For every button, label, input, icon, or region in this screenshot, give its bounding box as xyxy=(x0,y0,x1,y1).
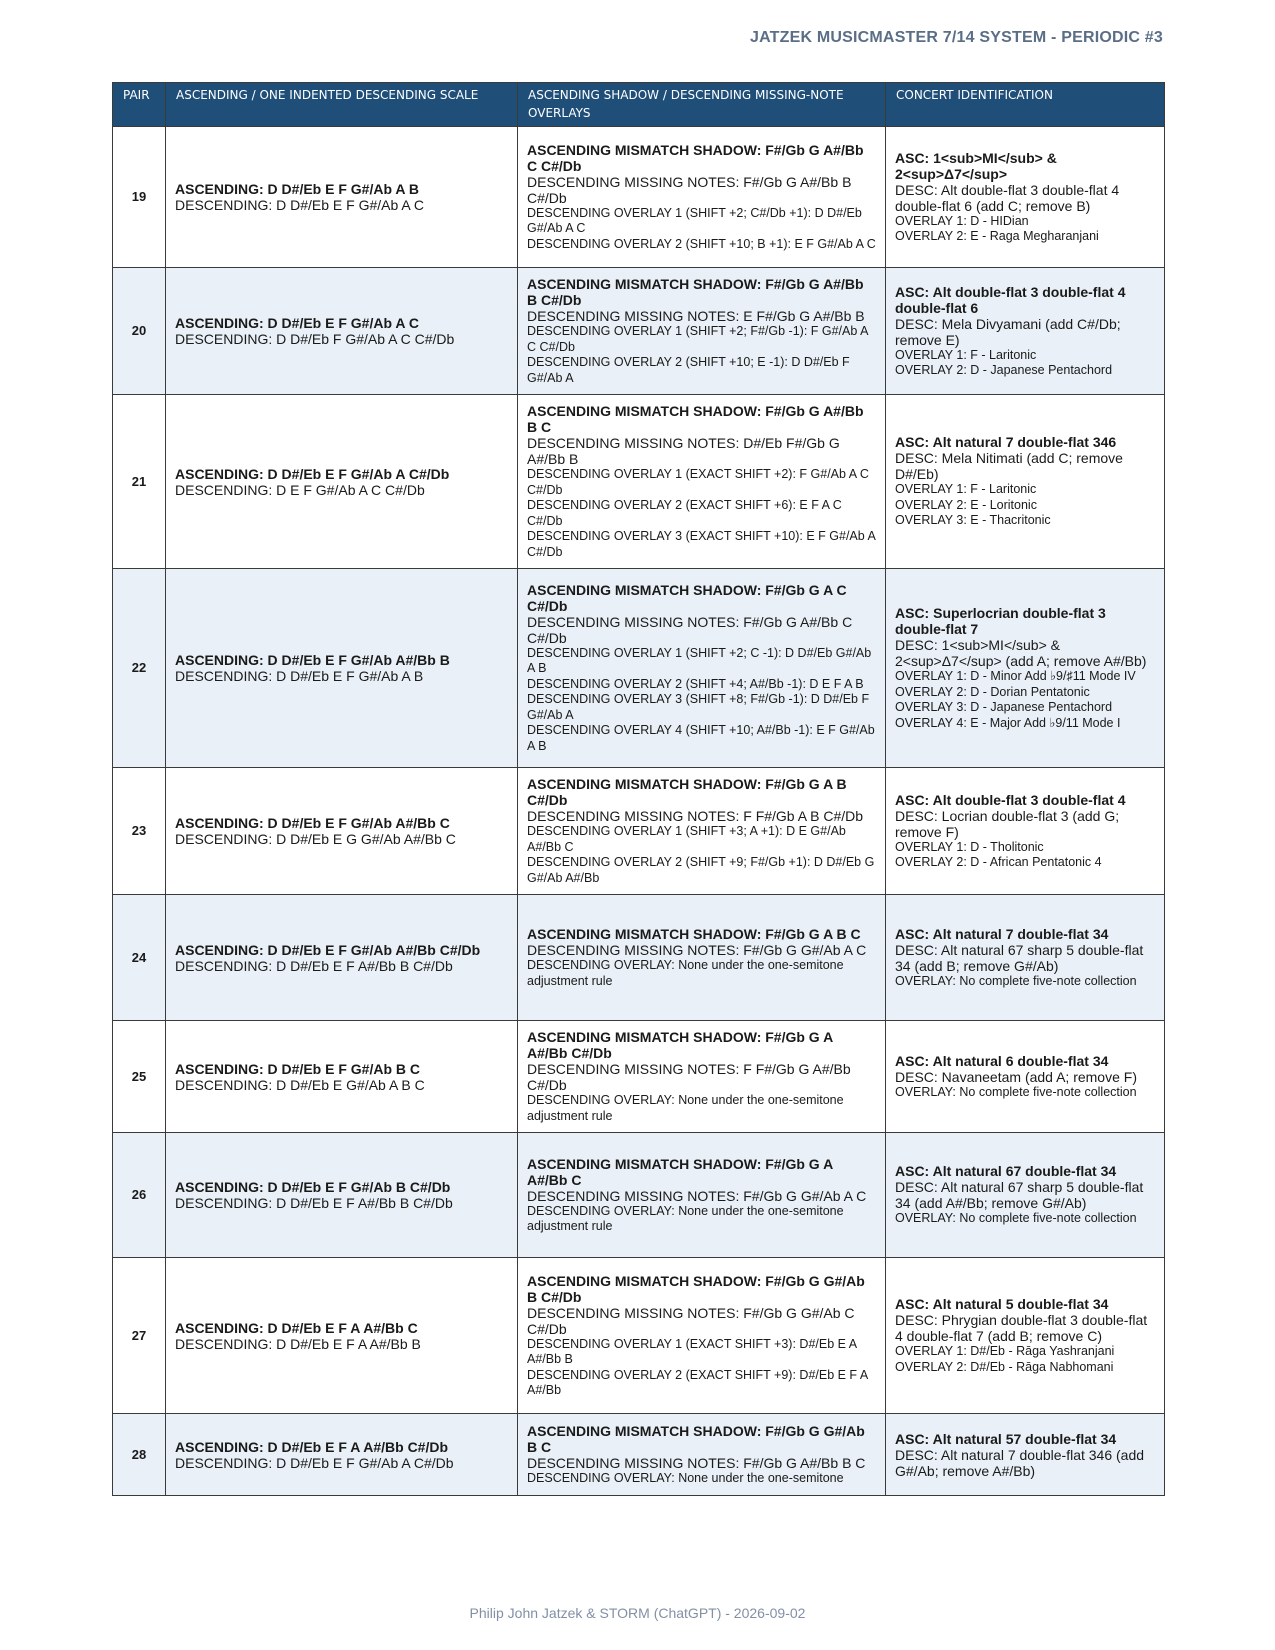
pair-number: 24 xyxy=(113,895,166,1021)
page-footer: Philip John Jatzek & STORM (ChatGPT) - 2026-09-02 xyxy=(469,1605,806,1621)
concert-overlay-id: OVERLAY 3: E - Thacritonic xyxy=(895,513,1051,528)
table-body xyxy=(113,127,1165,1496)
descending-scale: DESCENDING: D D#/Eb F G#/Ab A C C#/Db xyxy=(175,331,455,347)
descending-scale: DESCENDING: D E F G#/Ab A C C#/Db xyxy=(175,481,425,498)
shadow-cell xyxy=(518,127,886,268)
page-title: JATZEK MUSICMASTER 7/14 SYSTEM - PERIODIC #3 xyxy=(749,29,1163,46)
descending-overlay: DESCENDING OVERLAY: None under the one-semitone adjustment rule xyxy=(527,958,844,988)
pair-number: 25 xyxy=(113,1021,166,1133)
scale-cell xyxy=(166,895,518,1021)
concert-descending-id: DESC: Phrygian double-flat 3 double-flat 4 double-flat 7 (add B; remove C) xyxy=(895,1312,1148,1344)
concert-overlay-id: OVERLAY 1: D - Minor Add ♭9/♯11 Mode IV xyxy=(895,669,1136,683)
concert-cell xyxy=(886,895,1165,1021)
descending-overlay: DESCENDING OVERLAY 1 (SHIFT +3; A +1): D E G#/Ab A#/Bb C xyxy=(527,824,846,854)
descending-overlay: DESCENDING OVERLAY 2 (EXACT SHIFT +6): E F A C C#/Db xyxy=(527,498,842,528)
scale-cell xyxy=(166,1258,518,1414)
concert-descending-id: DESC: Alt natural 67 sharp 5 double-flat 34 (add B; remove G#/Ab) xyxy=(895,941,1144,974)
ascending-scale: ASCENDING: D D#/Eb E F G#/Ab A C#/Db xyxy=(175,465,450,482)
table-row xyxy=(113,1133,1165,1258)
descending-missing-notes: DESCENDING MISSING NOTES: D#/Eb F#/Gb G A#/Bb B xyxy=(527,435,840,467)
table-row xyxy=(113,768,1165,895)
scale-cell xyxy=(166,395,518,569)
descending-overlay: DESCENDING OVERLAY 1 (EXACT SHIFT +2): F G#/Ab A C C#/Db xyxy=(527,467,869,497)
scale-cell xyxy=(166,768,518,895)
concert-overlay-id: OVERLAY 2: D - Japanese Pentachord xyxy=(895,363,1113,377)
pair-number: 27 xyxy=(113,1258,166,1414)
shadow-cell xyxy=(518,895,886,1021)
concert-overlay-id: OVERLAY 1: F - Laritonic xyxy=(895,482,1037,497)
column-header-pair: PAIR xyxy=(113,83,166,127)
scale-cell xyxy=(166,1021,518,1133)
concert-overlay-id: OVERLAY 2: E - Raga Megharanjani xyxy=(895,229,1099,243)
concert-overlay-id: OVERLAY 2: E - Loritonic xyxy=(895,497,1037,512)
concert-ascending-id: ASC: Alt double-flat 3 double-flat 4 xyxy=(895,791,1126,808)
ascending-scale: ASCENDING: D D#/Eb E F G#/Ab A#/Bb B xyxy=(175,652,450,668)
column-header-scale: ASCENDING / ONE INDENTED DESCENDING SCALE xyxy=(166,83,518,127)
concert-overlay-id: OVERLAY 3: D - Japanese Pentachord xyxy=(895,700,1113,714)
descending-overlay: DESCENDING OVERLAY 3 (SHIFT +8; F#/Gb -1): D D#/Eb F G#/Ab A xyxy=(527,692,870,722)
ascending-scale: ASCENDING: D D#/Eb E F A A#/Bb C#/Db xyxy=(175,1438,449,1455)
concert-descending-id: DESC: 1<sub>MI</sub> & 2<sup>Δ7</sup> (add A; remove A#/Bb) xyxy=(895,637,1147,669)
ascending-mismatch-shadow: ASCENDING MISMATCH SHADOW: F#/Gb G A#/Bb C C#/Db xyxy=(527,141,864,174)
shadow-cell xyxy=(518,1414,886,1496)
concert-ascending-id: ASC: Superlocrian double-flat 3 double-flat 7 xyxy=(895,605,1106,637)
concert-overlay-id: OVERLAY 1: D - HIDian xyxy=(895,213,1029,228)
pair-number: 21 xyxy=(113,395,166,569)
table-header-row xyxy=(113,83,1165,127)
pair-number: 26 xyxy=(113,1133,166,1258)
shadow-cell xyxy=(518,395,886,569)
descending-scale: DESCENDING: D D#/Eb E G#/Ab A B C xyxy=(175,1076,425,1093)
concert-ascending-id: ASC: Alt natural 7 double-flat 34 xyxy=(895,925,1109,942)
shadow-cell xyxy=(518,768,886,895)
descending-missing-notes: DESCENDING MISSING NOTES: F#/Gb G G#/Ab C C#/Db xyxy=(527,1304,855,1337)
descending-missing-notes: DESCENDING MISSING NOTES: F#/Gb G G#/Ab A C xyxy=(527,1187,867,1204)
descending-overlay: DESCENDING OVERLAY 1 (EXACT SHIFT +3): D#/Eb E A A#/Bb B xyxy=(527,1336,857,1366)
descending-overlay: DESCENDING OVERLAY 2 (SHIFT +4; A#/Bb -1): D E F A B xyxy=(527,676,864,691)
concert-overlay-id: OVERLAY: No complete five-note collection xyxy=(895,1211,1137,1226)
table-row xyxy=(113,1021,1165,1133)
descending-scale: DESCENDING: D D#/Eb E F G#/Ab A B xyxy=(175,668,424,684)
shadow-cell xyxy=(518,268,886,395)
table-row xyxy=(113,127,1165,268)
concert-overlay-id: OVERLAY 4: E - Major Add ♭9/11 Mode I xyxy=(895,715,1121,730)
descending-overlay: DESCENDING OVERLAY: None under the one-semitone adjustment rule xyxy=(527,1093,844,1123)
concert-ascending-id: ASC: Alt natural 5 double-flat 34 xyxy=(895,1296,1109,1312)
table-row xyxy=(113,395,1165,569)
ascending-scale: ASCENDING: D D#/Eb E F A A#/Bb C xyxy=(175,1319,418,1336)
ascending-mismatch-shadow: ASCENDING MISMATCH SHADOW: F#/Gb G A B C xyxy=(527,926,861,942)
pair-number: 28 xyxy=(113,1414,166,1496)
descending-scale: DESCENDING: D D#/Eb E F A#/Bb B C#/Db xyxy=(175,1195,453,1211)
descending-missing-notes: DESCENDING MISSING NOTES: E F#/Gb G A#/Bb B xyxy=(527,308,865,324)
pair-number: 22 xyxy=(113,569,166,768)
shadow-cell xyxy=(518,1133,886,1258)
ascending-mismatch-shadow: ASCENDING MISMATCH SHADOW: F#/Gb G A C C#/Db xyxy=(527,581,847,614)
concert-overlay-id: OVERLAY 1: D - Tholitonic xyxy=(895,839,1044,854)
concert-overlay-id: OVERLAY 1: D#/Eb - Rāga Yashranjani xyxy=(895,1344,1115,1358)
descending-overlay: DESCENDING OVERLAY: None under the one-semitone xyxy=(527,1470,844,1485)
concert-overlay-id: OVERLAY: No complete five-note collection xyxy=(895,973,1137,988)
descending-overlay: DESCENDING OVERLAY 1 (SHIFT +2; C -1): D D#/Eb G#/Ab A B xyxy=(527,645,872,676)
concert-descending-id: DESC: Navaneetam (add A; remove F) xyxy=(895,1068,1137,1085)
concert-cell xyxy=(886,395,1165,569)
scale-cell xyxy=(166,569,518,768)
concert-ascending-id: ASC: 1<sub>MI</sub> & 2<sup>Δ7</sup> xyxy=(895,149,1057,182)
descending-scale: DESCENDING: D D#/Eb E F G#/Ab A C#/Db xyxy=(175,1454,454,1471)
concert-overlay-id: OVERLAY 2: D - Dorian Pentatonic xyxy=(895,684,1090,699)
ascending-mismatch-shadow: ASCENDING MISMATCH SHADOW: F#/Gb G A#/Bb B C xyxy=(527,403,864,435)
ascending-mismatch-shadow: ASCENDING MISMATCH SHADOW: F#/Gb G A A#/Bb C xyxy=(527,1155,833,1188)
descending-missing-notes: DESCENDING MISSING NOTES: F F#/Gb A B C#/Db xyxy=(527,808,864,824)
descending-overlay: DESCENDING OVERLAY 1 (SHIFT +2; F#/Gb -1): F G#/Ab A C C#/Db xyxy=(527,324,868,354)
ascending-mismatch-shadow: ASCENDING MISMATCH SHADOW: F#/Gb G A#/Bb B C#/Db xyxy=(527,276,864,308)
concert-descending-id: DESC: Mela Nitimati (add C; remove D#/Eb) xyxy=(895,450,1123,483)
descending-overlay: DESCENDING OVERLAY 2 (SHIFT +9; F#/Gb +1): D D#/Eb G G#/Ab A#/Bb xyxy=(527,855,875,885)
descending-missing-notes: DESCENDING MISSING NOTES: F#/Gb G G#/Ab A C xyxy=(527,942,867,958)
ascending-scale: ASCENDING: D D#/Eb E F G#/Ab B C xyxy=(175,1060,421,1077)
descending-overlay: DESCENDING OVERLAY 2 (EXACT SHIFT +9): D#/Eb E F A A#/Bb xyxy=(527,1367,868,1397)
concert-cell xyxy=(886,1414,1165,1496)
concert-descending-id: DESC: Mela Divyamani (add C#/Db; remove E) xyxy=(895,315,1121,348)
descending-scale: DESCENDING: D D#/Eb E G G#/Ab A#/Bb C xyxy=(175,831,456,847)
descending-missing-notes: DESCENDING MISSING NOTES: F#/Gb G A#/Bb C C#/Db xyxy=(527,613,853,646)
descending-missing-notes: DESCENDING MISSING NOTES: F F#/Gb G A#/Bb C#/Db xyxy=(527,1061,851,1093)
ascending-mismatch-shadow: ASCENDING MISMATCH SHADOW: F#/Gb G G#/Ab B C#/Db xyxy=(527,1272,865,1305)
descending-overlay: DESCENDING OVERLAY 1 (SHIFT +2; C#/Db +1): D D#/Eb G#/Ab A C xyxy=(527,205,862,236)
concert-descending-id: DESC: Alt double-flat 3 double-flat 4 double-flat 6 (add C; remove B) xyxy=(895,181,1120,214)
ascending-scale: ASCENDING: D D#/Eb E F G#/Ab B C#/Db xyxy=(175,1179,451,1195)
table-row xyxy=(113,1414,1165,1496)
table-row xyxy=(113,569,1165,768)
ascending-scale: ASCENDING: D D#/Eb E F G#/Ab A C xyxy=(175,315,419,331)
concert-cell xyxy=(886,1133,1165,1258)
concert-overlay-id: OVERLAY 1: F - Laritonic xyxy=(895,347,1037,362)
pair-number: 23 xyxy=(113,768,166,895)
descending-missing-notes: DESCENDING MISSING NOTES: F#/Gb G A#/Bb B C#/Db xyxy=(527,173,852,206)
concert-cell xyxy=(886,569,1165,768)
descending-missing-notes: DESCENDING MISSING NOTES: F#/Gb G A#/Bb B C xyxy=(527,1454,866,1471)
descending-overlay: DESCENDING OVERLAY 2 (SHIFT +10; E -1): D D#/Eb F G#/Ab A xyxy=(527,355,850,385)
concert-descending-id: DESC: Locrian double-flat 3 (add G; remove F) xyxy=(895,807,1120,840)
ascending-scale: ASCENDING: D D#/Eb E F G#/Ab A B xyxy=(175,181,419,197)
shadow-cell xyxy=(518,1258,886,1414)
table-row xyxy=(113,268,1165,395)
concert-ascending-id: ASC: Alt natural 6 double-flat 34 xyxy=(895,1052,1109,1069)
ascending-mismatch-shadow: ASCENDING MISMATCH SHADOW: F#/Gb G G#/Ab B C xyxy=(527,1422,865,1455)
column-header-concert: CONCERT IDENTIFICATION xyxy=(886,83,1165,127)
pair-number: 20 xyxy=(113,268,166,395)
scale-cell xyxy=(166,1414,518,1496)
ascending-scale: ASCENDING: D D#/Eb E F G#/Ab A#/Bb C#/Db xyxy=(175,941,481,958)
concert-descending-id: DESC: Alt natural 67 sharp 5 double-flat 34 (add A#/Bb; remove G#/Ab) xyxy=(895,1179,1144,1212)
descending-overlay: DESCENDING OVERLAY 3 (EXACT SHIFT +10): E F G#/Ab A C#/Db xyxy=(527,529,876,559)
concert-overlay-id: OVERLAY 2: D - African Pentatonic 4 xyxy=(895,855,1102,869)
descending-scale: DESCENDING: D D#/Eb E F A A#/Bb B xyxy=(175,1335,421,1352)
concert-cell xyxy=(886,1021,1165,1133)
concert-cell xyxy=(886,1258,1165,1414)
concert-overlay-id: OVERLAY 2: D#/Eb - Rāga Nabhomani xyxy=(895,1359,1114,1374)
table-row xyxy=(113,895,1165,1021)
pair-number: 19 xyxy=(113,127,166,268)
concert-ascending-id: ASC: Alt natural 67 double-flat 34 xyxy=(895,1163,1117,1180)
ascending-mismatch-shadow: ASCENDING MISMATCH SHADOW: F#/Gb G A B C#/Db xyxy=(527,776,847,808)
shadow-cell xyxy=(518,1021,886,1133)
concert-cell xyxy=(886,768,1165,895)
concert-ascending-id: ASC: Alt natural 57 double-flat 34 xyxy=(895,1430,1117,1447)
scale-cell xyxy=(166,1133,518,1258)
table-row xyxy=(113,1258,1165,1414)
concert-overlay-id: OVERLAY: No complete five-note collection xyxy=(895,1084,1137,1099)
descending-overlay: DESCENDING OVERLAY 2 (SHIFT +10; B +1): E F G#/Ab A C xyxy=(527,236,876,251)
concert-cell xyxy=(886,127,1165,268)
shadow-cell xyxy=(518,569,886,768)
descending-overlay: DESCENDING OVERLAY 4 (SHIFT +10; A#/Bb -1): E F G#/Ab A B xyxy=(527,723,875,753)
concert-ascending-id: ASC: Alt double-flat 3 double-flat 4 double-flat 6 xyxy=(895,283,1126,316)
descending-overlay: DESCENDING OVERLAY: None under the one-semitone adjustment rule xyxy=(527,1203,844,1233)
concert-cell xyxy=(886,268,1165,395)
descending-scale: DESCENDING: D D#/Eb E F A#/Bb B C#/Db xyxy=(175,957,453,974)
concert-ascending-id: ASC: Alt natural 7 double-flat 346 xyxy=(895,434,1117,451)
concert-descending-id: DESC: Alt natural 7 double-flat 346 (add G#/Ab; remove A#/Bb) xyxy=(895,1446,1145,1479)
column-header-shadow: ASCENDING SHADOW / DESCENDING MISSING-NOTE OVERLAYS xyxy=(518,83,886,127)
scales-table xyxy=(112,82,1165,1496)
scale-cell xyxy=(166,127,518,268)
ascending-mismatch-shadow: ASCENDING MISMATCH SHADOW: F#/Gb G A A#/Bb C#/Db xyxy=(527,1029,833,1061)
ascending-scale: ASCENDING: D D#/Eb E F G#/Ab A#/Bb C xyxy=(175,815,450,831)
scale-cell xyxy=(166,268,518,395)
descending-scale: DESCENDING: D D#/Eb E F G#/Ab A C xyxy=(175,197,424,213)
